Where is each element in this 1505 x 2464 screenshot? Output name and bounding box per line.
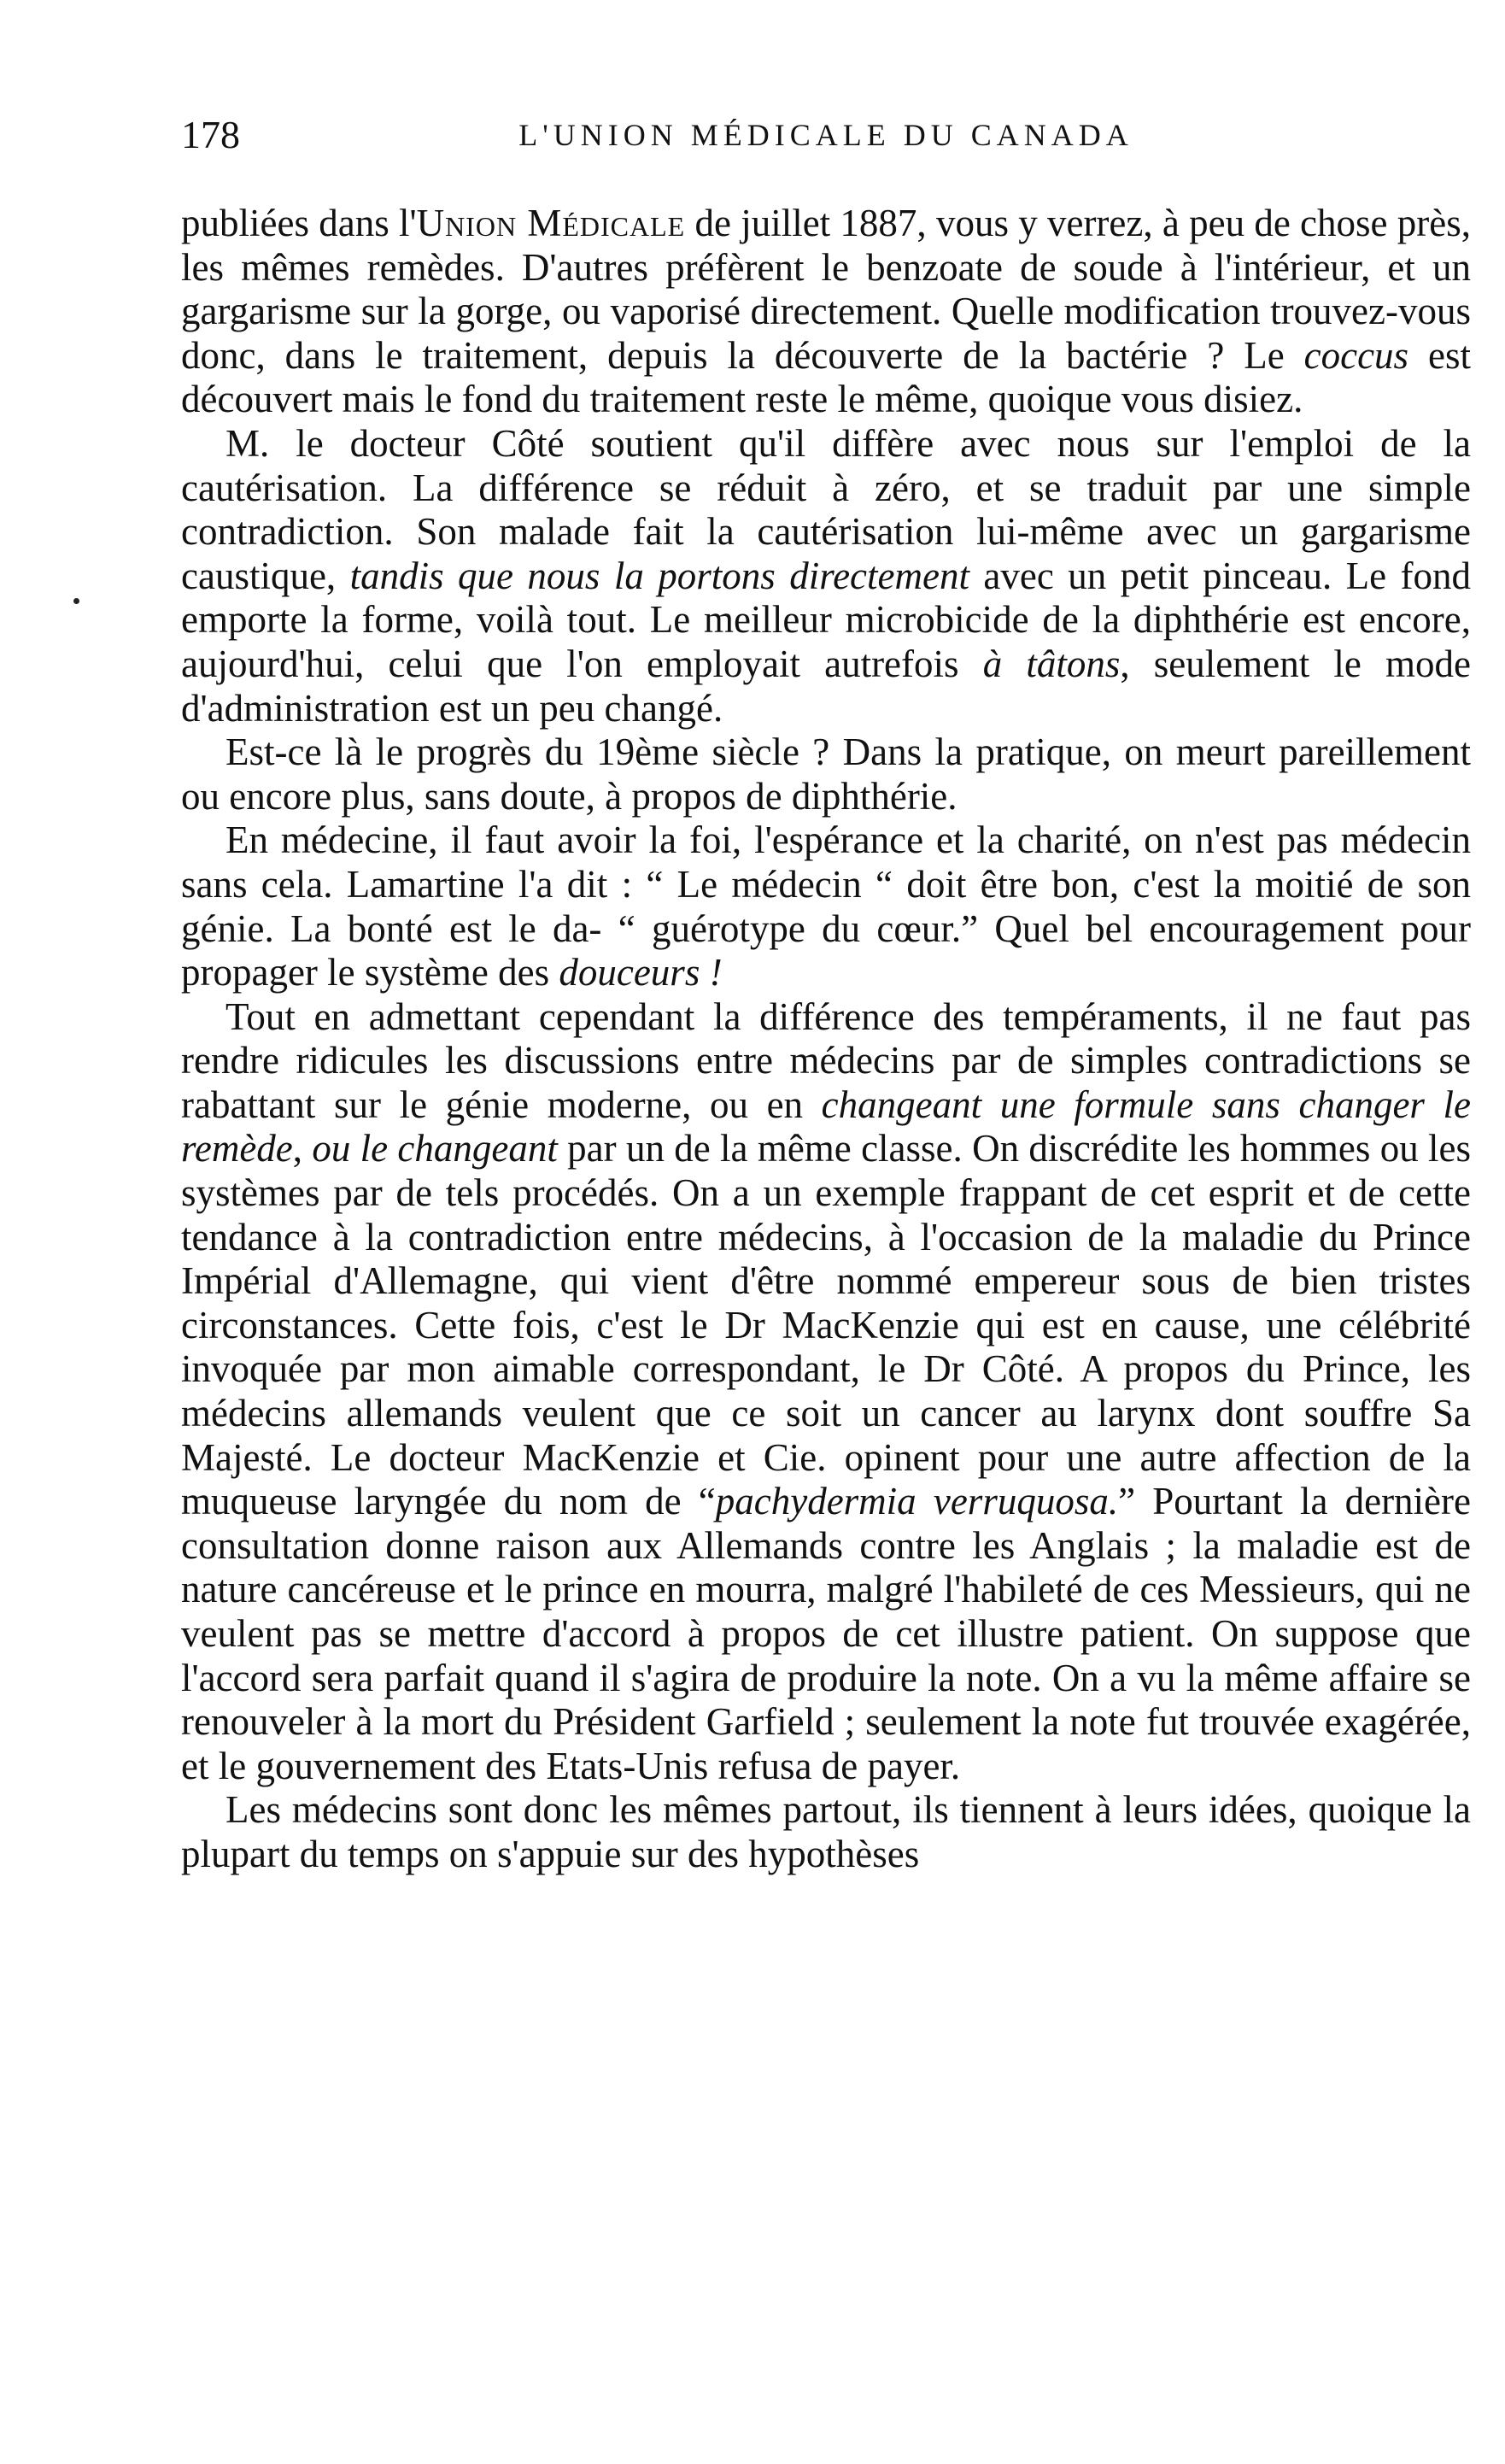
paragraph-2-italic-a: tandis que nous la portons directement <box>349 554 969 597</box>
paragraph-4-text-a: En médecine, il faut avoir la foi, l'espérance et la charité, on n'est pas médecin sans cela. Lamartine l'a dit : “ Le médecin “ doit être bon, c'est la moitié de son génie. La bonté est le da- “ guérotype du cœur.” Quel bel encouragement pour propager le système des <box>181 818 1471 994</box>
paragraph-5-italic-b: ou le changeant <box>312 1127 558 1170</box>
paragraph-5-italic-a: changeant une formule sans changer le remède <box>181 1082 1471 1170</box>
paragraph-1 <box>181 202 1471 422</box>
margin-mark <box>73 598 79 604</box>
paragraph-5 <box>181 995 1471 1789</box>
paragraph-6-text: Les médecins sont donc les mêmes partout, ils tiennent à leurs idées, quoique la plupart du temps on s'appuie sur des hypothèses <box>181 1788 1471 1875</box>
paragraph-4-italic: douceurs ! <box>559 951 723 994</box>
paragraph-1-text-b: de juillet 1887, vous y verrez, à peu de chose près, les mêmes remèdes. D'autres préfèrent le benzoate de soude à l'intérieur, et un gargarisme sur la gorge, ou vaporisé directement. Quelle modification trouvez-vous donc, dans le traitement, depuis la découverte de la bactérie ? Le <box>181 202 1471 377</box>
paragraph-5-text-b: , <box>292 1127 313 1170</box>
paragraph-1-text-c: est découvert mais le fond du traitement reste le même, quoique vous disiez. <box>181 333 1471 421</box>
paragraph-2-text-a: M. le docteur Côté soutient qu'il diffère avec nous sur l'emploi de la cautérisation. La différence se réduit à zéro, et se traduit par une simple contradiction. Son malade fait la cautérisation lui-même avec un gargarisme caustique, <box>181 421 1471 597</box>
paragraph-5-text-d: ” Pourtant la dernière consultation donne raison aux Allemands contre les Anglais ; la maladie est de nature cancéreuse et le prince en mourra, malgré l'habileté de ces Messieurs, qui ne veulent pas se mettre d'accord à propos de cet illustre patient. On suppose que l'accord sera parfait quand il s'agira de produire la note. On a vu la même affaire se renouveler à la mort du Président Garfield ; seulement la note fut trouvée exagérée, et le gouvernement des Etats-Unis refusa de payer. <box>181 1480 1471 1787</box>
paragraph-6 <box>181 1788 1471 1876</box>
paragraph-2-italic-b: à tâtons <box>982 642 1121 685</box>
paragraph-1-italic: coccus <box>1303 333 1409 377</box>
paragraph-4 <box>181 818 1471 994</box>
paragraph-5-text-c: par un de la même classe. On discrédite les hommes ou les systèmes par de tels procédés. On a un exemple frappant de cet esprit et de cette tendance à la contradiction entre médecins, à l'occasion de la maladie du Prince Impérial d'Allemagne, qui vient d'être nommé empereur sous de bien tristes circonstances. Cette fois, c'est le Dr MacKenzie qui est en cause, une célébrité invoquée par mon aimable correspondant, le Dr Côté. A propos du Prince, les médecins allemands veulent que ce soit un cancer au larynx dont souffre Sa Majesté. Le docteur MacKenzie et Cie. opinent pour une autre affection de la muqueuse laryngée du nom de “ <box>181 1127 1471 1523</box>
paragraph-1-text-a: publiées dans l' <box>181 202 417 244</box>
paragraph-5-text-a: Tout en admettant cependant la différence des tempéraments, il ne faut pas rendre ridicules les discussions entre médecins par de simples contradictions se rabattant sur le génie moderne, ou en <box>181 994 1471 1126</box>
journal-name: Union Médicale <box>416 202 686 244</box>
paragraph-2 <box>181 422 1471 730</box>
page-header <box>181 108 1471 162</box>
page-number: 178 <box>181 113 240 156</box>
body-text <box>181 202 1471 1877</box>
running-head: L'UNION MÉDICALE DU CANADA <box>518 118 1133 152</box>
paragraph-2-text-b: avec un petit pinceau. Le fond emporte la forme, voilà tout. Le meilleur microbicide de la diphthérie est encore, aujourd'hui, celui que l'on employait autrefois <box>181 554 1471 685</box>
paragraph-5-italic-c: pachydermia verruquosa. <box>715 1480 1119 1523</box>
paragraph-3 <box>181 730 1471 818</box>
paragraph-2-text-c: , seulement le mode d'administration est un peu changé. <box>181 642 1472 730</box>
paragraph-3-text: Est-ce là le progrès du 19ème siècle ? Dans la pratique, on meurt pareillement ou encore plus, sans doute, à propos de diphthérie. <box>181 730 1471 818</box>
